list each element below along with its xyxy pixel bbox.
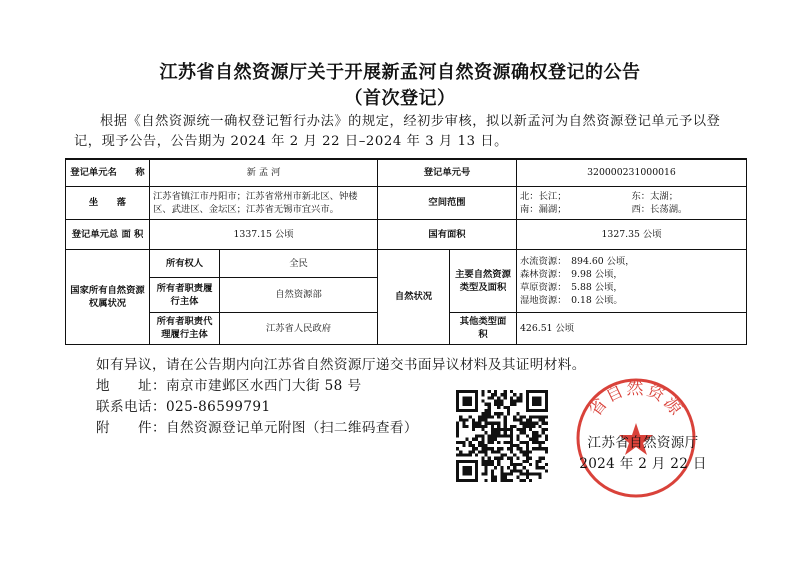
other-area-label: 其他类型面 积 [450, 312, 517, 344]
attachment-value: 自然资源登记单元附图（扫二维码查看） [165, 420, 418, 436]
state-area-label: 国有面积 [378, 219, 517, 249]
unit-no-value: 320000231000016 [517, 159, 747, 186]
main-types-label: 主要自然资源类型及面积 [450, 249, 517, 312]
signature-org: 江苏省自然资源厅 [587, 435, 699, 451]
attachment-label: 附 件： [96, 420, 166, 436]
phone-value: 025-86599791 [165, 399, 271, 415]
main-type-wetland: 湿地资源： 0.18 公顷。 [520, 294, 623, 306]
owner-label: 所有权人 [150, 249, 220, 277]
location-label: 坐 落 [66, 186, 150, 219]
main-type-forest: 森林资源： 9.98 公顷， [520, 268, 623, 280]
total-area-value: 1337.15 公顷 [150, 219, 378, 249]
address-value: 南京市建邺区水西门大街 58 号 [165, 378, 362, 394]
agent-value: 江苏省人民政府 [220, 312, 378, 344]
seal-text: 省自然资源 [585, 378, 687, 421]
unit-name-label: 登记单元名 称 [66, 159, 150, 186]
notice-title: 江苏省自然资源厅关于开展新孟河自然资源确权登记的公告 [159, 62, 641, 83]
qr-code-icon[interactable] [456, 390, 548, 482]
signature-block [578, 433, 708, 475]
space-range-value [517, 186, 747, 219]
main-type-water: 水流资源： 894.60 公顷， [520, 255, 635, 267]
range-west: 西：长荡湖。 [631, 203, 688, 215]
agent-label: 所有者职责代理履行主体 [150, 312, 220, 344]
other-area-value: 426.51 公顷 [517, 312, 747, 344]
location-value: 江苏省镇江市丹阳市；江苏省常州市新北区、钟楼区、武进区、金坛区；江苏省无锡市宜兴市。 [150, 186, 378, 219]
duty-label: 所有者职责履行主体 [150, 277, 220, 312]
range-south: 南：漏湖； [520, 203, 567, 215]
main-types-value [517, 249, 747, 312]
owner-value: 全民 [220, 249, 378, 277]
address-label: 地 址： [96, 378, 166, 394]
rights-label: 国家所有自然资源权属状况 [66, 249, 150, 344]
notice-subtitle: （首次登记） [344, 88, 456, 109]
unit-name-value: 新 孟 河 [150, 159, 378, 186]
intro-paragraph: 根据《自然资源统一确权登记暂行办法》的规定，经初步审核，拟以新孟河为自然资源登记单元予以登记，现予公告，公告期为 2024 年 2 月 22 日–2024 年 3 月 13 日。 [74, 114, 721, 149]
space-range-label: 空间范围 [378, 186, 517, 219]
range-east: 东：太湖； [631, 190, 678, 202]
signature-date: 2024 年 2 月 22 日 [579, 456, 707, 472]
unit-no-label: 登记单元号 [378, 159, 517, 186]
main-type-grassland: 草原资源： 5.88 公顷， [520, 281, 623, 293]
registration-table [65, 158, 747, 345]
nature-label: 自然状况 [378, 249, 450, 344]
objection-text: 如有异议，请在公告期内向江苏省自然资源厅递交书面异议材料及其证明材料。 [96, 357, 586, 373]
state-area-value: 1327.35 公顷 [517, 219, 747, 249]
duty-value: 自然资源部 [220, 277, 378, 312]
total-area-label: 登记单元总 面 积 [66, 219, 150, 249]
range-north: 北：长江； [520, 190, 567, 202]
phone-label: 联系电话： [96, 399, 166, 415]
